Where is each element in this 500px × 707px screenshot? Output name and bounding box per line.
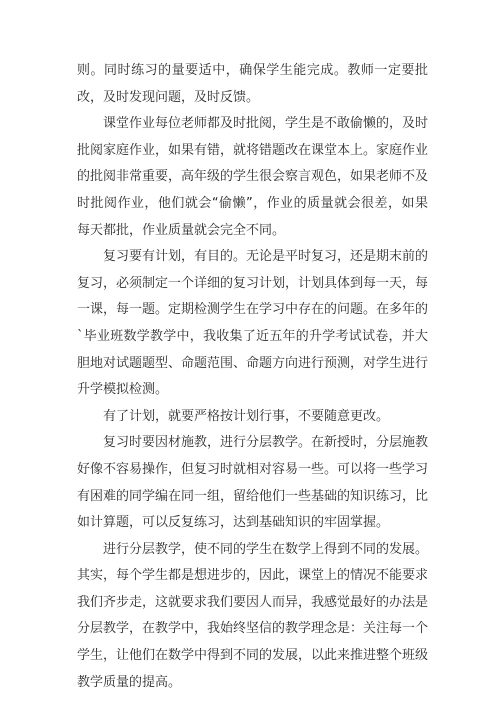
paragraph-2: 课堂作业每位老师都及时批阅，学生是不敢偷懒的，及时批阅家庭作业，如果有错，就将错题改在课堂本上。家庭作业的批阅非常重要，高年级的学生很会察言观色，如果老师不及时批阅作业，他们就会“偷懒”，作业的质量就会很差，如果每天都批，作业质量就会完全不同。 [77, 116, 429, 238]
paragraph-6: 进行分层教学，使不同的学生在数学上得到不同的发展。其实，每个学生都是想进步的，因此，课堂上的情况不能要求我们齐步走，这就要求我们要因人而异，我感觉最好的办法是分层教学，在教学中，我始终坚信的教学理念是：关注每一个学生，让他们在数学中得到不同的发展，以此来推进整个班级教学质量的提高。 [77, 541, 429, 690]
paragraph-3: 复习要有计划，有目的。无论是平时复习，还是期末前的复习，必须制定一个详细的复习计划，计划具体到每一天，每一课，每一题。定期检测学生在学习中存在的问题。在多年的`毕业班数学教学中，我收集了近五年的升学考试试卷，并大胆地对试题题型、命题范围、命题方向进行预测，对学生进行升学模拟检测。 [77, 249, 429, 398]
document-body [77, 58, 428, 696]
paragraph-5: 复习时要因材施教，进行分层教学。在新授时，分层施教好像不容易操作，但复习时就相对容易一些。可以将一些学习有困难的同学编在同一组，留给他们一些基础的知识练习，比如计算题，可以反复练习，达到基础知识的牢固掌握。 [77, 435, 429, 531]
paragraph-1: 则。同时练习的量要适中，确保学生能完成。教师一定要批改，及时发现问题，及时反馈。 [77, 63, 428, 105]
paragraph-4: 有了计划，就要严格按计划行事，不要随意更改。 [103, 408, 390, 424]
